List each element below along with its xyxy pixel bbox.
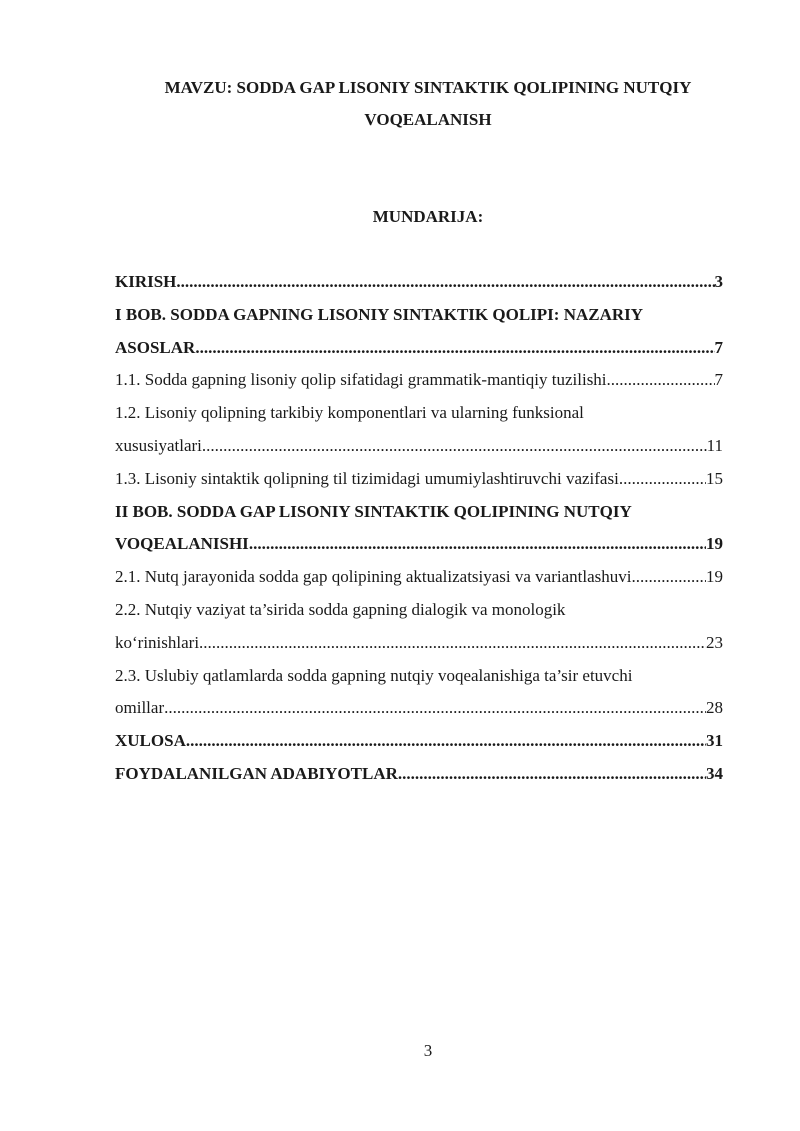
contents-heading: MUNDARIJA:: [372, 207, 484, 226]
toc-entry[interactable]: ASOSLAR ..... 7: [115, 332, 723, 365]
toc-entry: 1.2. Lisoniy qolipning tarkibiy komponentlari va ularning funksional: [115, 403, 584, 423]
toc-entry[interactable]: VOQEALANISHI ..... 19: [115, 528, 723, 561]
toc-entry[interactable]: 1.3. Lisoniy sintaktik qolipning til tizimidagi umumiylashtiruvchi vazifasi ..... 15: [115, 463, 723, 496]
table-of-contents: [115, 266, 723, 791]
title-line-2: VOQEALANISH: [364, 110, 492, 129]
toc-entry[interactable]: omillar ..... 28: [115, 692, 723, 725]
toc-entry[interactable]: 2.1. Nutq jarayonida sodda gap qolipining aktualizatsiyasi va variantlashuvi ..... 19: [115, 561, 723, 594]
toc-entry: I BOB. SODDA GAPNING LISONIY SINTAKTIK QOLIPI: NAZARIY: [115, 304, 644, 324]
document-title: [115, 72, 741, 136]
toc-entry[interactable]: KIRISH ..... 3: [115, 266, 723, 299]
toc-entry[interactable]: 1.1. Sodda gapning lisoniy qolip sifatidagi grammatik-mantiqiy tuzilishi ..... 7: [115, 364, 723, 397]
toc-entry[interactable]: XULOSA ..... 31: [115, 725, 723, 758]
toc-entry: 2.3. Uslubiy qatlamlarda sodda gapning nutqiy voqealanishiga ta’sir etuvchi: [115, 665, 633, 685]
page-number: 3: [423, 1041, 433, 1060]
toc-entry[interactable]: FOYDALANILGAN ADABIYOTLAR ..... 34: [115, 758, 723, 791]
toc-entry: II BOB. SODDA GAP LISONIY SINTAKTIK QOLIPINING NUTQIY: [115, 501, 632, 521]
title-line-1: MAVZU: SODDA GAP LISONIY SINTAKTIK QOLIPINING NUTQIY: [164, 78, 692, 97]
toc-entry[interactable]: xususiyatlari ..... 11: [115, 430, 723, 463]
toc-entry: 2.2. Nutqiy vaziyat ta’sirida sodda gapning dialogik va monologik: [115, 599, 566, 619]
toc-entry[interactable]: ko‘rinishlari ..... 23: [115, 627, 723, 660]
